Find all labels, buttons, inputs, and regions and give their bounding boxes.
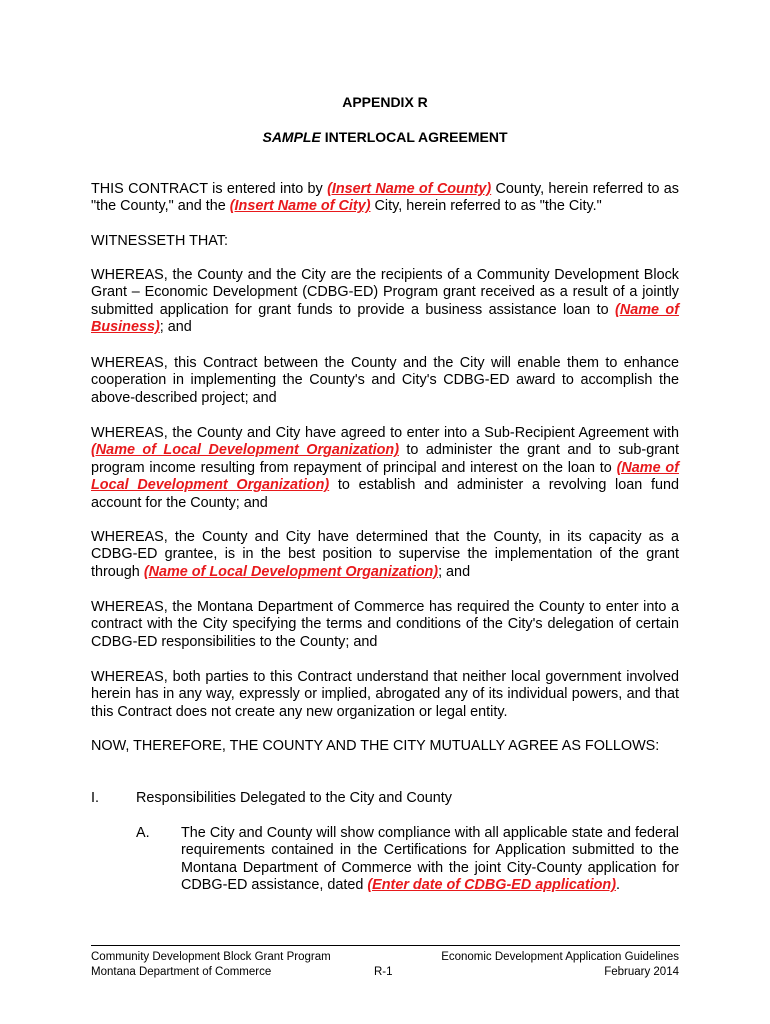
footer-left-line-1: Community Development Block Grant Program — [91, 951, 331, 963]
text-run: to administer the grant and to sub-grant program income resulting from repayment of principal and interest on the loan to — [91, 442, 679, 476]
whereas-paragraph-3 — [91, 425, 679, 512]
footer-right-line-1: Economic Development Application Guidelines — [441, 951, 679, 963]
whereas-paragraph-4 — [91, 529, 679, 581]
appendix-heading: APPENDIX R — [342, 94, 428, 110]
placeholder-date: (Enter date of CDBG-ED application) — [367, 877, 617, 894]
now-therefore-paragraph: NOW, THEREFORE, THE COUNTY AND THE CITY MUTUALLY AGREE AS FOLLOWS: — [91, 738, 660, 754]
text-run: WHEREAS, the County and City have determined that the County, in its capacity as a CDBG-ED grantee, is in the best position to supervise the implementation of the grant through — [91, 529, 679, 580]
text-run: WHEREAS, the County and City have agreed to enter into a Sub-Recipient Agreement with — [91, 425, 679, 441]
text-run: County, herein referred to as "the County," and the — [91, 181, 679, 215]
placeholder-ldo: (Name of Local Development Organization) — [143, 563, 439, 580]
intro-paragraph — [91, 181, 679, 216]
footer-right-line-2: February 2014 — [604, 966, 679, 978]
text-run: THIS CONTRACT is entered into by — [91, 181, 328, 197]
text-run: City, herein referred to as "the City." — [370, 198, 602, 215]
text-run: ; and — [159, 319, 192, 336]
section-title: Responsibilities Delegated to the City and County — [136, 790, 452, 806]
text-run: ; and — [438, 563, 471, 580]
placeholder-ldo: (Name of Local Development Organization) — [91, 459, 679, 494]
agreement-title — [0, 129, 770, 145]
placeholder-county: (Insert Name of County) — [327, 181, 492, 197]
item-a-paragraph — [181, 825, 679, 895]
whereas-paragraph-2: WHEREAS, this Contract between the County and the City will enable them to enhance cooperation in implementing the County's and City's CDBG-ED award to accomplish the above-described project; and — [91, 355, 679, 406]
whereas-paragraph-1 — [91, 267, 679, 337]
witnesseth-line: WITNESSETH THAT: — [91, 233, 228, 249]
placeholder-city: (Insert Name of City) — [229, 198, 371, 215]
text-run: The City and County will show compliance with all applicable state and federal requirements contained in the Certifications for Application submitted to the Montana Department of Commerce with the joint City-County application for CDBG-ED assistance, dated — [181, 825, 679, 894]
text-run: . — [616, 877, 621, 894]
footer-divider — [91, 945, 680, 946]
placeholder-business: (Name of Business) — [91, 301, 680, 336]
text-run: WHEREAS, the County and the City are the recipients of a Community Development Block Grant – Economic Development (CDBG-ED) Program grant received as a result of a jointly submitted application for grant funds to provide a business assistance loan to — [91, 267, 679, 318]
section-number: I. — [91, 790, 99, 806]
whereas-paragraph-5: WHEREAS, the Montana Department of Commerce has required the County to enter into a contract with the City specifying the terms and conditions of the City's delegation of certain CDBG-ED responsibilities to the County; and — [91, 599, 679, 650]
placeholder-ldo: (Name of Local Development Organization) — [91, 442, 399, 459]
title-rest: INTERLOCAL AGREEMENT — [320, 129, 508, 145]
item-letter: A. — [136, 825, 150, 841]
whereas-paragraph-6: WHEREAS, both parties to this Contract understand that neither local government involved herein has in any way, expressly or implied, abrogated any of its individual powers, and that this Contract does not create any new organization or legal entity. — [91, 669, 679, 720]
footer-left-line-2: Montana Department of Commerce — [91, 966, 272, 978]
text-run: to establish and administer a revolving loan fund account for the County; and — [91, 477, 679, 511]
footer-page-number: R-1 — [374, 966, 393, 978]
title-italic: SAMPLE — [262, 129, 321, 145]
